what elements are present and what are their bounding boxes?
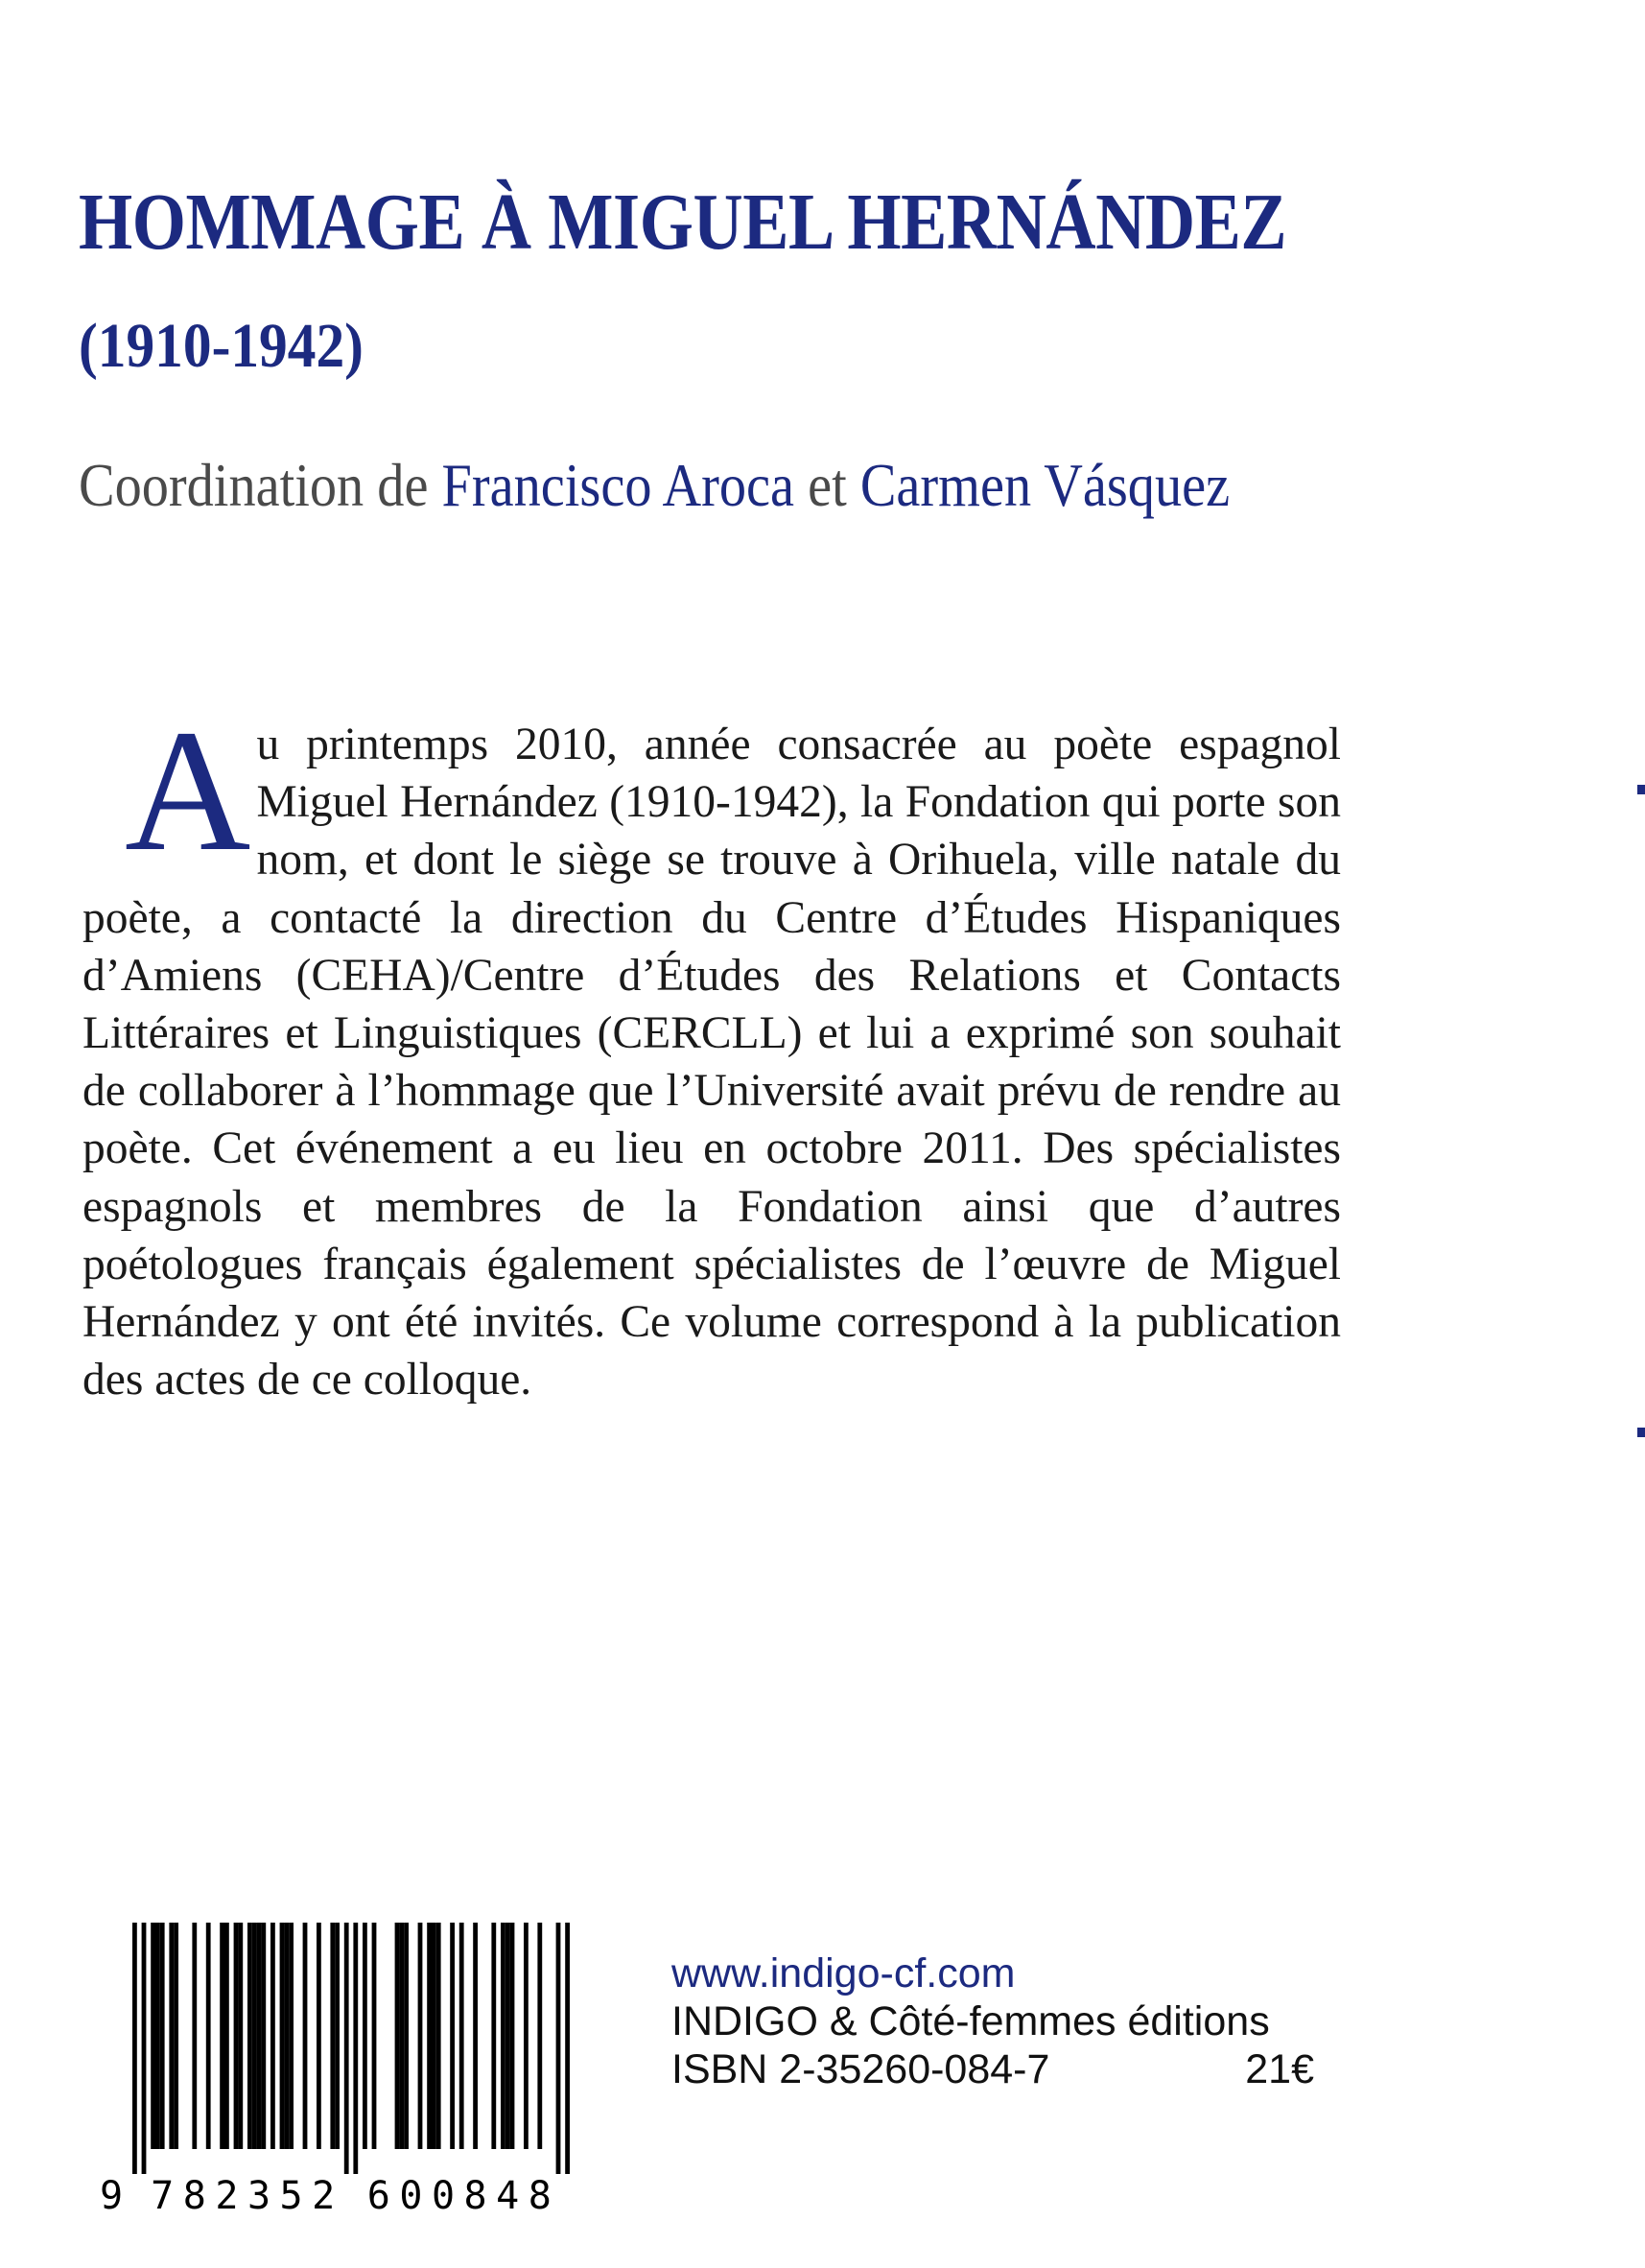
- barcode-bar: [353, 1923, 358, 2174]
- barcode-digit: 8: [182, 2174, 206, 2218]
- barcode-bar: [303, 1923, 308, 2149]
- barcode-bar: [537, 1923, 542, 2149]
- barcode-bar: [473, 1923, 478, 2149]
- life-dates: (1910-1942): [79, 311, 364, 381]
- barcode-bar: [372, 1923, 377, 2149]
- barcode-digit: 5: [279, 2174, 303, 2218]
- barcode-bar: [432, 1923, 436, 2149]
- barcode-digit: 0: [399, 2174, 423, 2218]
- barcode-bar: [174, 1923, 178, 2149]
- barcode-bar: [399, 1923, 404, 2149]
- barcode-bar: [459, 1923, 464, 2149]
- summary-text: u printemps 2010, année consacrée au poète espagnol Miguel Hernández (1910-1942), la Fondation qui porte son nom, et dont le siège se trouve à Orihuela, ville natale du poète, a contacté la direction du Centre d’Études Hispaniques d’Amiens (CEHA)/Centre d’Études des Relations et Contacts Littéraires et Linguistiques (CERCLL) et lui a exprimé son souhait de collaborer à l’hommage que l’Université avait prévu de rendre au poète. Cet événement a eu lieu en octobre 2011. Des spécialistes espagnols et membres de la Fondation ainsi que d’autres poétologues français également spécialistes de l’œuvre de Miguel Hernández y ont été invités. Ce volume correspond à la publication des actes de ce colloque.: [82, 720, 1341, 1406]
- barcode-bar: [206, 1923, 211, 2149]
- barcode-bar: [151, 1923, 155, 2149]
- barcode-bar: [556, 1923, 561, 2174]
- barcode-digit: 7: [151, 2174, 175, 2218]
- isbn-price-row: [671, 2045, 1314, 2093]
- barcode-bar: [234, 1923, 239, 2149]
- barcode-digit: 0: [431, 2174, 456, 2218]
- barcode-bar: [491, 1923, 496, 2149]
- barcode-bar: [395, 1923, 400, 2149]
- barcode-bar: [252, 1923, 257, 2149]
- barcode-bar: [270, 1923, 275, 2149]
- barcode-bar: [501, 1923, 505, 2149]
- barcode-bar: [510, 1923, 515, 2149]
- barcode-bar: [238, 1923, 243, 2149]
- barcode-bar: [344, 1923, 349, 2174]
- barcode-bar: [155, 1923, 160, 2149]
- barcode-bar: [565, 1923, 570, 2174]
- coordination-line: [79, 451, 1231, 519]
- editor-name: Carmen Vásquez: [859, 451, 1231, 519]
- edge-crop-mark: [1637, 785, 1645, 794]
- barcode-bar: [289, 1923, 294, 2149]
- publisher-name: INDIGO & Côté-femmes éditions: [671, 1998, 1270, 2044]
- barcode-digit: 9: [99, 2174, 124, 2218]
- barcode-bar: [142, 1923, 147, 2174]
- isbn-barcode: [96, 1919, 595, 2218]
- barcode-bar: [132, 1923, 137, 2174]
- barcode-bar: [505, 1923, 510, 2149]
- barcode-bar: [330, 1923, 335, 2149]
- barcode-digit: 2: [312, 2174, 336, 2218]
- barcode-digit: 8: [463, 2174, 487, 2218]
- barcode-digit: 6: [366, 2174, 390, 2218]
- barcode-bar: [524, 1923, 529, 2149]
- book-title: HOMMAGE À MIGUEL HERNÁNDEZ: [79, 177, 1287, 267]
- barcode-bar: [317, 1923, 321, 2149]
- barcode-bar: [427, 1923, 432, 2149]
- barcode-bar: [160, 1923, 165, 2149]
- barcode-bar: [450, 1923, 455, 2149]
- barcode-digit: 4: [496, 2174, 520, 2218]
- barcode-bar: [169, 1923, 174, 2149]
- back-cover-summary: [82, 695, 1341, 1408]
- barcode-bar: [335, 1923, 340, 2149]
- price: 21€: [1245, 2046, 1314, 2092]
- isbn-number: ISBN 2-35260-084-7: [671, 2046, 1050, 2092]
- drop-cap: A: [125, 695, 251, 887]
- barcode-bar: [404, 1923, 409, 2149]
- barcode-bar: [284, 1923, 289, 2149]
- barcode-bar: [257, 1923, 262, 2149]
- barcode-graphic: [96, 1919, 595, 2218]
- barcode-digit: 8: [528, 2174, 552, 2218]
- coordination-prefix: Coordination de: [79, 451, 442, 519]
- barcode-bar: [192, 1923, 197, 2149]
- barcode-bar: [436, 1923, 441, 2149]
- barcode-bar: [224, 1923, 229, 2149]
- barcode-bar: [280, 1923, 285, 2149]
- barcode-bar: [363, 1923, 367, 2149]
- publisher-website-link[interactable]: www.indigo-cf.com: [671, 1950, 1016, 1996]
- barcode-digit: 3: [247, 2174, 271, 2218]
- barcode-bar: [247, 1923, 252, 2149]
- barcode-bar: [220, 1923, 224, 2149]
- coordination-conjunction: et: [794, 451, 860, 519]
- barcode-digit: 2: [215, 2174, 239, 2218]
- edge-crop-mark: [1637, 1428, 1645, 1437]
- barcode-bar: [261, 1923, 266, 2149]
- barcode-bar: [418, 1923, 423, 2149]
- publisher-info: [671, 1949, 1314, 2093]
- editor-name: Francisco Aroca: [441, 451, 795, 519]
